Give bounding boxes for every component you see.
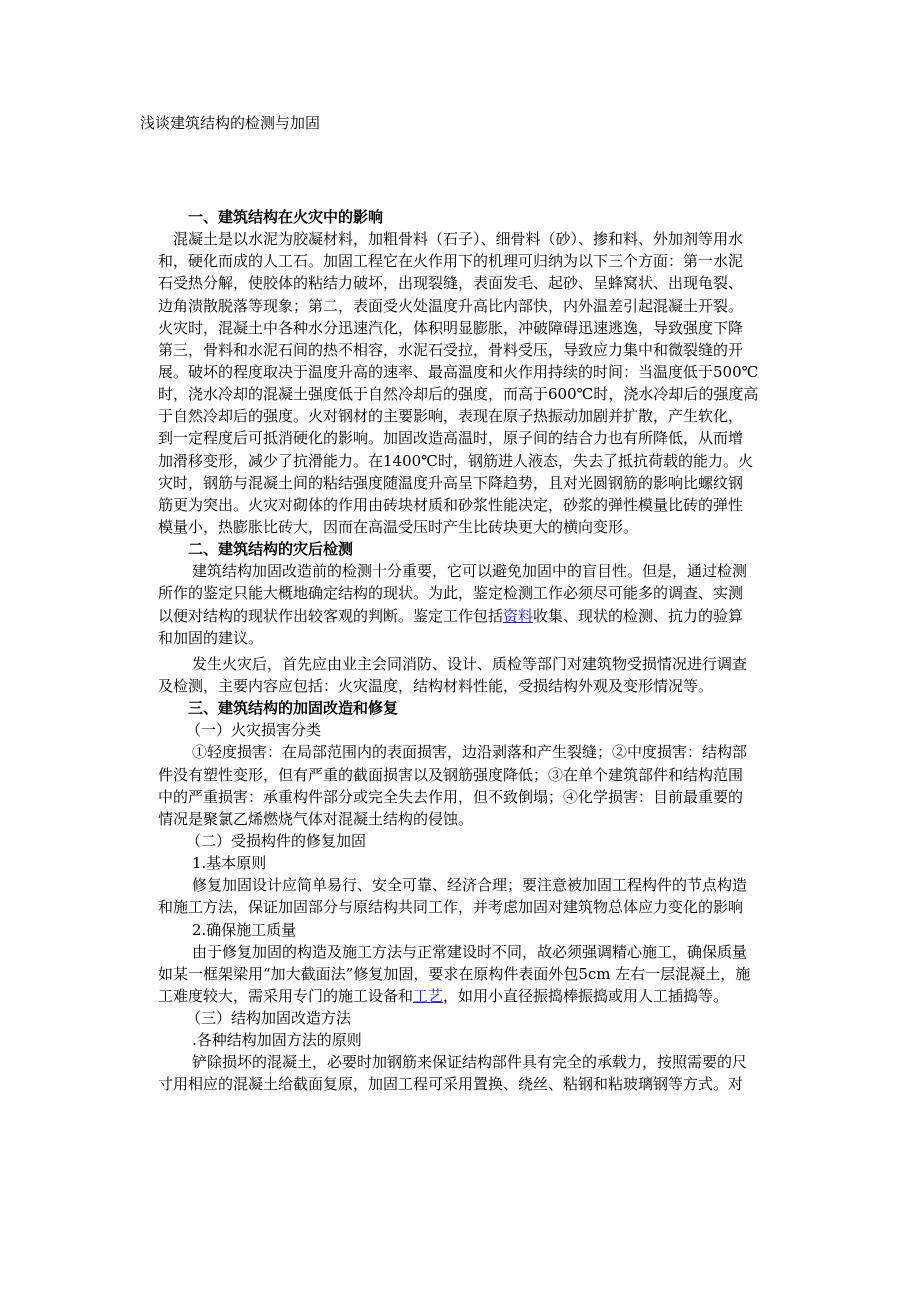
document-body xyxy=(158,206,792,1302)
paragraph-line: 筋更为突出。火灾对砌体的作用由砖块材质和砂浆性能决定，砂浆的弹性模量比砖的弹性 xyxy=(158,495,744,514)
paragraph-line: 模量小，热膨胀比砖大，因而在高温受压时产生比砖块更大的横向变形。 xyxy=(158,517,639,536)
paragraph-line: 铲除损坏的混凝土，必要时加钢筋来保证结构部件具有完全的承载力，按照需要的尺 xyxy=(192,1053,748,1072)
item-heading: 1.基本原则 xyxy=(192,854,267,873)
paragraph-line: 及检测，主要内容应包括：火灾温度，结构材料性能，受损结构外观及变形情况等。 xyxy=(158,676,714,695)
section-2-heading: 二、建筑结构的灾后检测 xyxy=(188,540,354,559)
paragraph-line-with-link xyxy=(158,605,792,627)
paragraph-line-with-link xyxy=(158,985,792,1007)
paragraph-line: 发生火灾后，首先应由业主会同消防、设计、质检等部门对建筑物受损情况进行调查 xyxy=(192,654,748,673)
section-1-heading: 一、建筑结构在火灾中的影响 xyxy=(188,208,384,226)
paragraph-line: 件没有塑性变形，但有严重的截面损害以及钢筋强度降低；③在单个建筑部件和结构范围 xyxy=(158,765,744,784)
paragraph-line: ①轻度损害：在局部范围内的表面损害，边沿剥落和产生裂缝；②中度损害：结构部 xyxy=(192,743,748,762)
paragraph-text: ，如用小直径振捣棒振捣或用人工插捣等。 xyxy=(443,986,729,1005)
paragraph-line: 情况是聚氯乙烯燃烧气体对混凝土结构的侵蚀。 xyxy=(158,809,474,828)
paragraph-line: 如某一框架梁用“加大截面法”修复加固，要求在原构件表面外包5cm 左右一层混凝土，施 xyxy=(158,964,751,983)
paragraph-line: 寸用相应的混凝土给截面复原，加固工程可采用置换、绕丝、粘钢和粘玻璃钢等方式。对 xyxy=(158,1075,744,1094)
paragraph-line: 所作的鉴定只能大概地确定结构的现状。为此，鉴定检测工作必须尽可能多的调查、实测 xyxy=(158,584,744,603)
craft-link[interactable]: 工艺 xyxy=(413,986,444,1005)
section-3-heading: 三、建筑结构的加固改造和修复 xyxy=(188,699,399,718)
item-heading: .各种结构加固方法的原则 xyxy=(192,1031,362,1050)
subsection-heading: （二）受损构件的修复加固 xyxy=(186,831,367,850)
paragraph-text: 工难度较大，需采用专门的施工设备和 xyxy=(158,986,414,1005)
paragraph-line: 加滑移变形，减少了抗滑能力。在1400℃时，钢筋进人液态，失去了抵抗荷载的能力。火 xyxy=(158,451,753,470)
paragraph-line: 时，浇水冷却的混凝土强度低于自然冷却后的强度，而高于600℃时，浇水冷却后的强度高 xyxy=(158,385,759,404)
paragraph-line: 和施工方法，保证加固部分与原结构共同工作，并考虑加固对建筑物总体应力变化的影响 xyxy=(158,898,744,917)
paragraph-line: 中的严重损害：承重构件部分或完全失去作用，但不致倒塌；④化学损害：目前最重要的 xyxy=(158,787,744,806)
paragraph-line: 修复加固设计应简单易行、安全可靠、经济合理；要注意被加固工程构件的节点构造 xyxy=(192,876,748,895)
subsection-heading: （三）结构加固改造方法 xyxy=(186,1009,352,1028)
document-title: 浅谈建筑结构的检测与加固 xyxy=(140,114,321,132)
paragraph-line: 灾时，钢筋与混凝土间的粘结强度随温度升高呈下降趋势，且对光圆钢筋的影响比螺纹钢 xyxy=(158,473,744,492)
paragraph-line: 和加固的建议。 xyxy=(158,628,264,647)
paragraph-line: 由于修复加固的构造及施工方法与正常建设时不同，故必须强调精心施工，确保质量 xyxy=(192,942,748,961)
paragraph-line: 石受热分解，使胶体的粘结力破坏，出现裂缝，表面发毛、起砂、呈蜂窝状、出现龟裂、 xyxy=(158,274,744,293)
paragraph-line: 展。破坏的程度取决于温度升高的速率、最高温度和火作用持续的时间：当温度低于500℃ xyxy=(158,362,759,381)
paragraph-line: 边角溃散脱落等现象；第二，表面受火处温度升高比内部快，内外温差引起混凝土开裂。 xyxy=(158,296,744,315)
paragraph-line: 火灾时，混凝土中各种水分迅速汽化，体积明显膨胀，冲破障碍迅速逃逸，导致强度下降 xyxy=(158,318,744,337)
subsection-heading: （一）火灾损害分类 xyxy=(186,721,322,740)
materials-link[interactable]: 资料 xyxy=(503,606,534,625)
paragraph-text: 以便对结构的现状作出较客观的判断。鉴定工作包括 xyxy=(158,606,504,625)
paragraph-text: 收集、现状的检测、抗力的验算 xyxy=(533,606,744,625)
paragraph-line: 于自然冷却后的强度。火对钢材的主要影响，表现在原子热振动加剧并扩散，产生软化， xyxy=(158,407,744,426)
paragraph-line: 和，硬化而成的人工石。加固工程它在火作用下的机理可归纳为以下三个方面：第一水泥 xyxy=(158,252,744,271)
item-heading: 2.确保施工质量 xyxy=(192,920,297,939)
paragraph-line: 到一定程度后可抵消硬化的影响。加固改造高温时，原子间的结合力也有所降低，从而增 xyxy=(158,429,744,448)
paragraph-line: 建筑结构加固改造前的检测十分重要，它可以避免加固中的盲目性。但是，通过检测 xyxy=(192,562,748,581)
paragraph-line: 第三，骨料和水泥石间的热不相容，水泥石受拉，骨料受压，导致应力集中和微裂缝的开 xyxy=(158,340,744,359)
paragraph-line: 混凝土是以水泥为胶凝材料，加粗骨料（石子）、细骨料（砂）、掺和料、外加剂等用水 xyxy=(173,230,744,249)
